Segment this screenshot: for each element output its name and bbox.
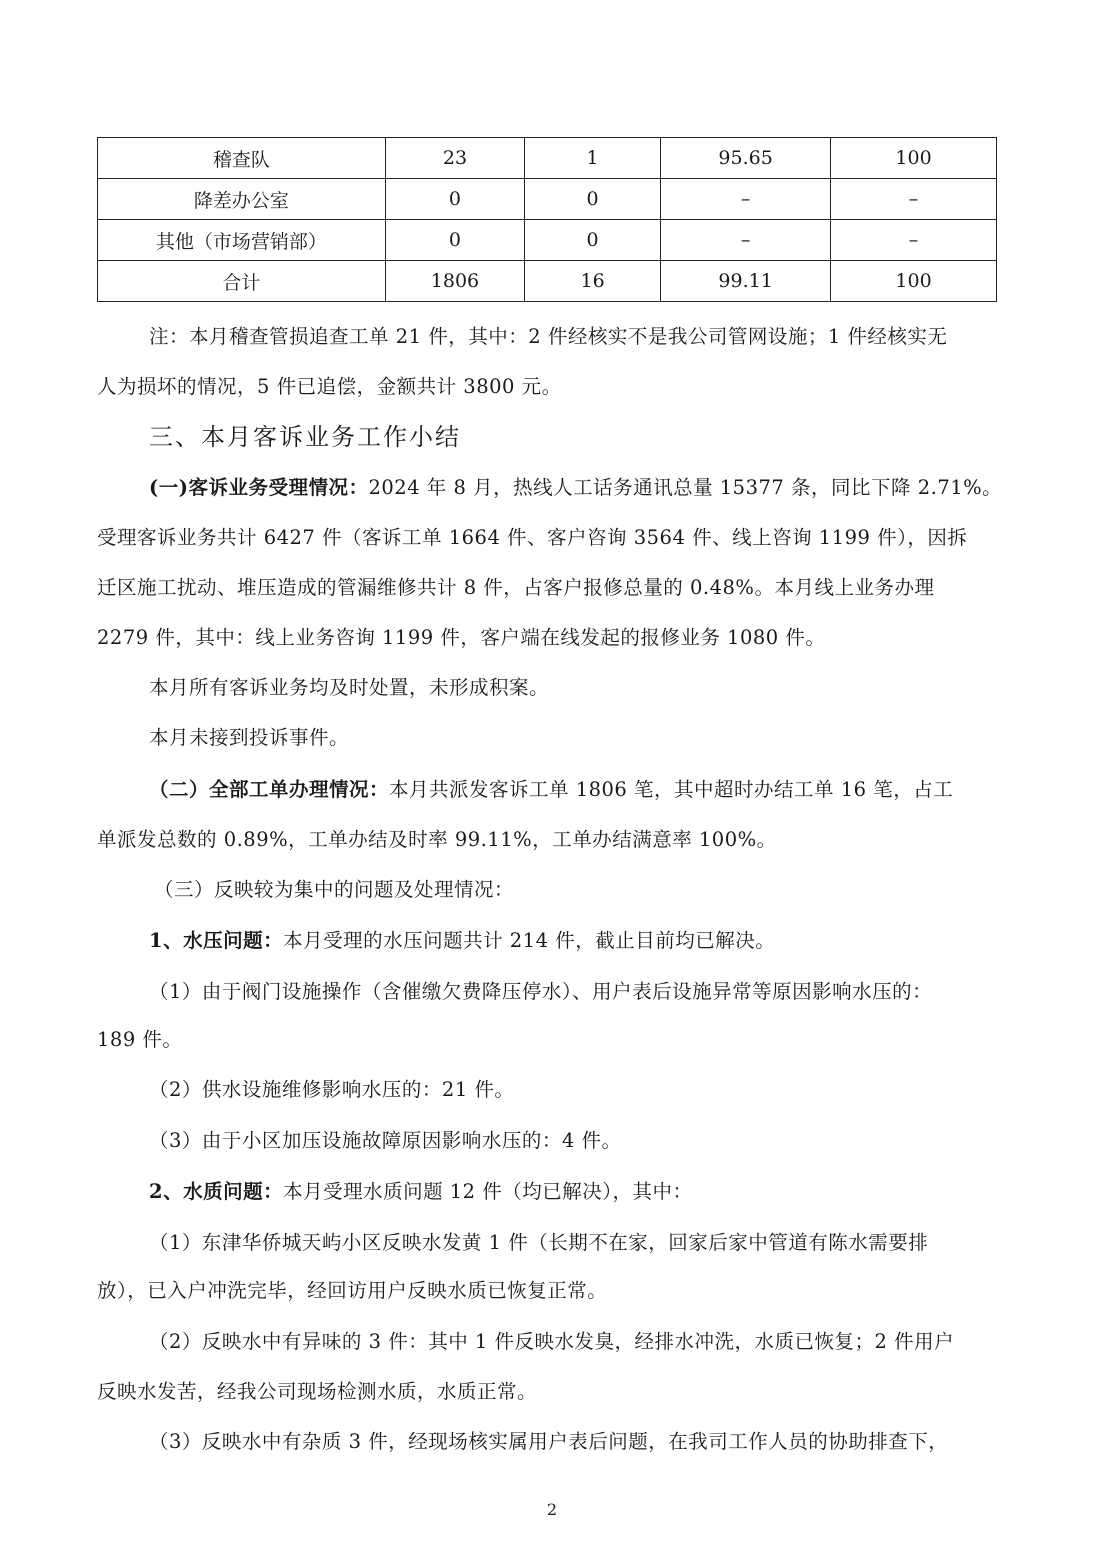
table-cell: 稽查队 xyxy=(98,138,386,179)
table-cell: – xyxy=(831,179,997,220)
table-cell: 降差办公室 xyxy=(98,179,386,220)
p1-line-2: 受理客诉业务共计 6427 件（客诉工单 1664 件、客户咨询 3564 件、线上咨询 1199 件），因拆 xyxy=(97,526,968,549)
p5-line: （三）反映较为集中的问题及处理情况： xyxy=(154,878,515,901)
p1-line-1-text: 2024 年 8 月，热线人工话务通讯总量 15377 条，同比下降 2.71%。 xyxy=(368,476,1003,499)
p10-label: 2、水质问题： xyxy=(149,1180,284,1203)
p6-label: 1、水压问题： xyxy=(149,929,284,952)
p4-label: （二）全部工单办理情况： xyxy=(149,778,390,801)
p1-line-4: 2279 件，其中：线上业务咨询 1199 件，客户端在线发起的报修业务 1080 件。 xyxy=(97,626,826,649)
stats-table xyxy=(97,137,997,302)
table-cell: – xyxy=(661,220,831,261)
p1-label: (一)客诉业务受理情况： xyxy=(149,476,369,499)
p2-line: 本月所有客诉业务均及时处置，未形成积案。 xyxy=(149,676,550,699)
p11-line-1: （1）东津华侨城天屿小区反映水发黄 1 件（长期不在家，回家后家中管道有陈水需要排 xyxy=(149,1231,929,1254)
table-row xyxy=(98,220,997,261)
p10-line xyxy=(149,1176,693,1204)
table-cell: 1 xyxy=(525,138,661,179)
p4-line-1 xyxy=(149,774,953,802)
table-row xyxy=(98,261,997,302)
table-cell: 1806 xyxy=(385,261,524,302)
p11-line-2: 放），已入户冲洗完毕，经回访用户反映水质已恢复正常。 xyxy=(97,1279,608,1302)
p9-line: （3）由于小区加压设施故障原因影响水压的：4 件。 xyxy=(149,1129,622,1152)
table-cell: 95.65 xyxy=(661,138,831,179)
p12-line-2: 反映水发苦，经我公司现场检测水质，水质正常。 xyxy=(97,1380,538,1403)
table-cell: 其他（市场营销部） xyxy=(98,220,386,261)
table-cell: – xyxy=(661,179,831,220)
table-row xyxy=(98,179,997,220)
p7-line-2: 189 件。 xyxy=(97,1028,183,1051)
p12-line-1: （2）反映水中有异味的 3 件：其中 1 件反映水发臭，经排水冲洗，水质已恢复；2 件用户 xyxy=(149,1330,955,1353)
table-cell: 23 xyxy=(385,138,524,179)
table-cell: 0 xyxy=(525,220,661,261)
p3-line: 本月未接到投诉事件。 xyxy=(149,726,350,749)
section-heading: 三、本月客诉业务工作小结 xyxy=(149,423,461,451)
p6-line xyxy=(149,925,775,953)
p6-text: 本月受理的水压问题共计 214 件，截止目前均已解决。 xyxy=(283,929,776,952)
table-cell: 99.11 xyxy=(661,261,831,302)
p4-line-2: 单派发总数的 0.89%，工单办结及时率 99.11%，工单办结满意率 100%。 xyxy=(97,828,777,851)
table-cell: – xyxy=(831,220,997,261)
table-cell: 0 xyxy=(385,220,524,261)
table-cell: 合计 xyxy=(98,261,386,302)
p8-line: （2）供水设施维修影响水压的：21 件。 xyxy=(149,1078,515,1101)
table-cell: 0 xyxy=(525,179,661,220)
note-line-2: 人为损坏的情况，5 件已追偿，金额共计 3800 元。 xyxy=(97,375,562,398)
table-cell: 100 xyxy=(831,261,997,302)
table-cell: 16 xyxy=(525,261,661,302)
p7-line-1: （1）由于阀门设施操作（含催缴欠费降压停水）、用户表后设施异常等原因影响水压的： xyxy=(149,980,933,1003)
p13-line-1: （3）反映水中有杂质 3 件，经现场核实属用户表后问题，在我司工作人员的协助排查下， xyxy=(149,1430,949,1453)
p10-text: 本月受理水质问题 12 件（均已解决），其中： xyxy=(283,1180,693,1203)
table-cell: 0 xyxy=(385,179,524,220)
p1-line-3: 迁区施工扰动、堆压造成的管漏维修共计 8 件，占客户报修总量的 0.48%。本月线上业务办理 xyxy=(97,576,935,599)
table-row xyxy=(98,138,997,179)
table-cell: 100 xyxy=(831,138,997,179)
p1-line-1 xyxy=(149,472,1002,500)
note-line-1: 注：本月稽查管损追查工单 21 件，其中：2 件经核实不是我公司管网设施；1 件经核实无 xyxy=(149,325,948,348)
page-number: 2 xyxy=(546,1500,558,1519)
p4-line-1-text: 本月共派发客诉工单 1806 笔，其中超时办结工单 16 笔，占工 xyxy=(389,778,954,801)
